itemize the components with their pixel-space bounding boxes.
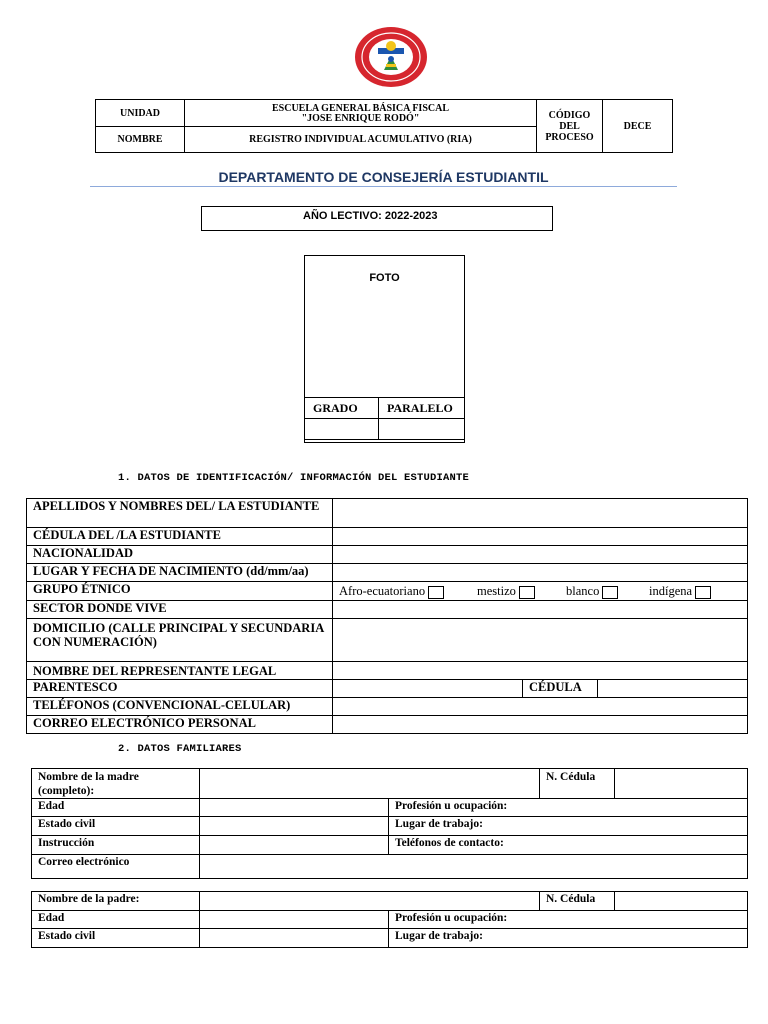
codigo-cell [537, 100, 603, 153]
apellidos-label: APELLIDOS Y NOMBRES DEL/ LA ESTUDIANTE [27, 499, 333, 528]
school-seal-logo [354, 26, 428, 88]
photo-label: FOTO [369, 272, 400, 284]
photo-box[interactable] [304, 255, 465, 443]
mother-name-label: Nombre de la madre (completo): [32, 769, 200, 799]
parentesco-label: PARENTESCO [27, 680, 333, 698]
telefonos-field[interactable] [333, 698, 748, 716]
afro-checkbox[interactable] [428, 586, 444, 599]
ethnic-options [333, 582, 748, 601]
grado-label: GRADO [305, 398, 379, 419]
correo-label: CORREO ELECTRÓNICO PERSONAL [27, 716, 333, 734]
mother-instruccion-label: Instrucción [32, 836, 200, 855]
ethnic-option-afro[interactable] [339, 584, 477, 599]
ethnic-option-blanco[interactable] [566, 584, 649, 599]
school-name-cell [185, 100, 537, 127]
cedula-label: CÉDULA DEL /LA ESTUDIANTE [27, 528, 333, 546]
father-name-label: Nombre de la padre: [32, 892, 200, 911]
father-cedula-field[interactable] [615, 892, 748, 911]
paralelo-label: PARALELO [379, 398, 465, 419]
mother-estado-field[interactable] [200, 817, 389, 836]
cedula-rep-label: CÉDULA [523, 680, 598, 698]
grade-table [304, 397, 465, 440]
mother-telefonos-label[interactable]: Teléfonos de contacto: [389, 836, 748, 855]
mother-correo-label: Correo electrónico [32, 855, 200, 879]
mother-profesion-label[interactable]: Profesión u ocupación: [389, 799, 748, 817]
mother-lugar-label[interactable]: Lugar de trabajo: [389, 817, 748, 836]
mother-edad-field[interactable] [200, 799, 389, 817]
indigena-checkbox[interactable] [695, 586, 711, 599]
student-info-table [26, 498, 748, 734]
father-profesion-label[interactable]: Profesión u ocupación: [389, 911, 748, 929]
ethnic-afro-label: Afro-ecuatoriano [339, 584, 426, 598]
cedula-rep-field[interactable] [598, 680, 748, 698]
ethnic-option-mestizo[interactable] [477, 584, 566, 599]
representante-field[interactable] [333, 662, 748, 680]
domicilio-field[interactable] [333, 619, 748, 662]
father-estado-label: Estado civil [32, 929, 200, 948]
cedula-field[interactable] [333, 528, 748, 546]
grupo-etnico-label: GRUPO ÉTNICO [27, 582, 333, 601]
father-name-field[interactable] [200, 892, 540, 911]
mother-edad-label: Edad [32, 799, 200, 817]
father-edad-label: Edad [32, 911, 200, 929]
mother-estado-label: Estado civil [32, 817, 200, 836]
father-estado-field[interactable] [200, 929, 389, 948]
paralelo-field[interactable] [379, 419, 465, 440]
correo-field[interactable] [333, 716, 748, 734]
school-line-1: ESCUELA GENERAL BÁSICA FISCAL [272, 103, 449, 114]
blanco-checkbox[interactable] [602, 586, 618, 599]
codigo-line-1: CÓDIGO [548, 109, 591, 121]
sector-field[interactable] [333, 601, 748, 619]
codigo-value: DECE [603, 100, 673, 153]
mother-correo-field[interactable] [200, 855, 748, 879]
mother-instruccion-field[interactable] [200, 836, 389, 855]
title-divider [90, 186, 677, 187]
section-1-title: 1. DATOS DE IDENTIFICACIÓN/ INFORMACIÓN DEL ESTUDIANTE [118, 472, 470, 484]
telefonos-label: TELÉFONOS (CONVENCIONAL-CELULAR) [27, 698, 333, 716]
father-lugar-label[interactable]: Lugar de trabajo: [389, 929, 748, 948]
grado-field[interactable] [305, 419, 379, 440]
apellidos-field[interactable] [333, 499, 748, 528]
header-table [95, 99, 673, 153]
mother-cedula-label: N. Cédula [540, 769, 615, 799]
father-table [31, 891, 748, 948]
mestizo-checkbox[interactable] [519, 586, 535, 599]
ethnic-indigena-label: indígena [649, 584, 693, 598]
nombre-value: REGISTRO INDIVIDUAL ACUMULATIVO (RIA) [185, 127, 537, 153]
department-title: DEPARTAMENTO DE CONSEJERÍA ESTUDIANTIL [218, 169, 549, 185]
school-year-box [201, 206, 553, 231]
mother-name-field[interactable] [200, 769, 540, 799]
father-cedula-label: N. Cédula [540, 892, 615, 911]
lugar-fecha-field[interactable] [333, 564, 748, 582]
nombre-label: NOMBRE [96, 127, 185, 153]
sector-label: SECTOR DONDE VIVE [27, 601, 333, 619]
parentesco-field[interactable] [333, 680, 523, 698]
father-edad-field[interactable] [200, 911, 389, 929]
nacionalidad-field[interactable] [333, 546, 748, 564]
school-line-2: "JOSE ENRIQUE RODÓ" [301, 113, 420, 124]
mother-cedula-field[interactable] [615, 769, 748, 799]
codigo-line-2: DEL [559, 120, 580, 132]
unidad-label: UNIDAD [96, 100, 185, 127]
school-year-text: AÑO LECTIVO: 2022-2023 [303, 210, 438, 222]
lugar-fecha-label: LUGAR Y FECHA DE NACIMIENTO (dd/mm/aa) [27, 564, 333, 582]
section-2-title: 2. DATOS FAMILIARES [118, 743, 242, 755]
representante-label: NOMBRE DEL REPRESENTANTE LEGAL [27, 662, 333, 680]
codigo-line-3: PROCESO [545, 131, 594, 143]
domicilio-label: DOMICILIO (CALLE PRINCIPAL Y SECUNDARIA CON NUMERACIÓN) [27, 619, 333, 662]
ethnic-option-indigena[interactable] [649, 584, 711, 599]
ethnic-blanco-label: blanco [566, 584, 600, 598]
ethnic-mestizo-label: mestizo [477, 584, 516, 598]
mother-table [31, 768, 748, 879]
nacionalidad-label: NACIONALIDAD [27, 546, 333, 564]
